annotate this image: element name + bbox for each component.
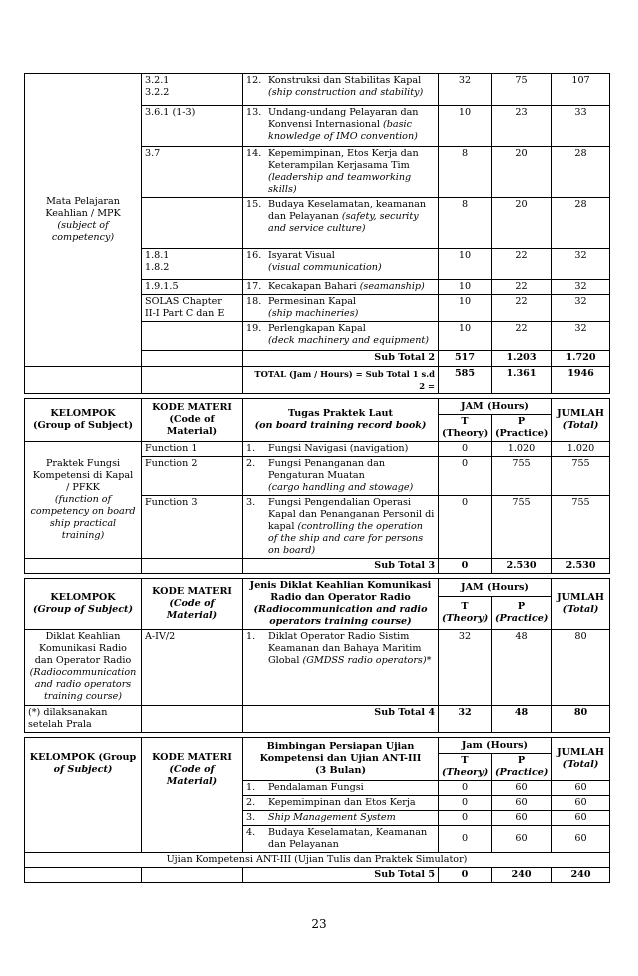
header-kode: KODE MATERI (Code of Material)	[142, 579, 243, 630]
curriculum-table: Mata Pelajaran Keahlian / MPK (subject of competency) 3.2.1 3.2.2 12. Konstruksi dan Stabilitas Kapal (ship construction and stability) 32 75 107 3.6.1 (1-3) 13. Undang-undang Pelayaran dan Konvensi Internasional (basic knowledge of IMO convention) 10 23 33 3.7 14. Kepemimpinan, Etos Kerja dan Keterampilan Kerjasama Tim (leadership and teamworking skills) 8 20 28 15. Budaya Keselamatan, keamanan dan Pelayanan (safety, security and service culture) 8 20 28 1.8.1 1.8.2 16. Isyarat Visual (visual communication) 10 22 32 1.9.1.5 17. Kecakapan Bahari (seamanship) 10 22 32 SOLAS Chapter II-I Part C dan E 18. Permesinan Kapal (ship machineries) 10 22 32 19. Perlengkapan Kapal (deck machinery and equipment) 10 22 32 Sub Total 2 517 1.203 1.720 TOTAL (Jam / Hours) = Sub Total 1 s.d 2 = 585 1.361 1946 KELOMPOK (Group of Subject) KODE MATERI (Code of Material) Tugas Praktek Laut (on board training record book) JAM (Hours) JUMLAH (Total) T (Theory) P (Practice) Praktek Fungsi Kompetensi di Kapal / PFKK (function of competency on board ship practical training) Function 1 1. Fungsi Navigasi (navigation) 0 1.020 1.020 Function 2 2. Fungsi Penanganan dan Pengaturan Muatan (cargo handling and stowage) 0 755 755 Function 3 3. Fungsi Pengendalian Operasi Kapal dan Penanganan Personil di kapal (controlling the operation of the ship and care for persons on board) 0 755 755 Sub Total 3 0 2.530 2.530 KELOMPOK (Group of Subject) KODE MATERI (Code of Material) Jenis Diklat Keahlian Komunikasi Radio dan Operator Radio (Radiocommunication and radio operators training course) JAM (Hours) JUMLAH (Total) T (Theory) P (Practice) Diklat Keahlian Komunikasi Radio dan Operator Radio (Radiocommunication and radio operators training course) A-IV/2 1. Diklat Operator Radio Sistim Keamanan dan Bahaya Maritim Global (GMDSS radio operators)* 32 48 80 (*) dilaksanakan setelah Prala Sub Total 4 32 48 80 KELOMPOK (Group of Subject) KODE MATERI (Code of Material) Bimbingan Persiapan Ujian Kompetensi dan Ujian ANT-III (3 Bulan) Jam (Hours) JUMLAH (Total) T (Theory) P (Practice) 1. Pendalaman Fungsi 0 60 60 2. Kepemimpinan dan Etos Kerja 0 60 60 3. Ship Management System 0 60 60 4. Budaya Keselamatan, Keamanan dan Pelayanan 0 60 60 Ujian Kompetensi ANT-III (Ujian Tulis dan Praktek Simulator) Sub Total 5 0 240 240	[24, 73, 610, 883]
header-tugas: Tugas Praktek Laut (on board training record book)	[243, 399, 439, 442]
total-cell: 32	[552, 249, 610, 280]
grand-total-total: 1946	[552, 367, 610, 394]
subtotal-label: Sub Total 2	[243, 351, 439, 367]
subtotal-label: Sub Total 4	[243, 706, 439, 733]
subtotal-theory: 517	[439, 351, 492, 367]
theory-cell: 10	[439, 106, 492, 147]
subject-cell: 1. Pendalaman Fungsi	[243, 781, 439, 796]
subject-cell: 4. Budaya Keselamatan, Keamanan dan Pelayanan	[243, 826, 439, 853]
subject-cell: 1. Diklat Operator Radio Sistim Keamanan dan Bahaya Maritim Global (GMDSS radio operators)*	[243, 630, 439, 706]
group-pfkk: Praktek Fungsi Kompetensi di Kapal / PFKK (function of competency on board ship practical training)	[25, 442, 142, 559]
practice-cell: 20	[492, 147, 552, 198]
subject-cell: 1. Fungsi Navigasi (navigation)	[243, 442, 439, 457]
code-cell	[142, 322, 243, 351]
subject-cell: 2. Kepemimpinan dan Etos Kerja	[243, 796, 439, 811]
header-kelompok: KELOMPOK (Group of Subject)	[25, 399, 142, 442]
total-cell: 32	[552, 280, 610, 295]
theory-cell: 32	[439, 74, 492, 106]
practice-cell: 75	[492, 74, 552, 106]
subject-cell: 15. Budaya Keselamatan, keamanan dan Pelayanan (safety, security and service culture)	[243, 198, 439, 249]
total-cell: 32	[552, 295, 610, 322]
header-kelompok: KELOMPOK (Group of Subject)	[25, 738, 142, 853]
theory-cell: 8	[439, 147, 492, 198]
subject-cell: 12. Konstruksi dan Stabilitas Kapal (ship construction and stability)	[243, 74, 439, 106]
total-cell: 107	[552, 74, 610, 106]
practice-cell: 22	[492, 295, 552, 322]
theory-cell: 8	[439, 198, 492, 249]
subject-cell: 3. Fungsi Pengendalian Operasi Kapal dan Penanganan Personil di kapal (controlling the operation of the ship and care for persons on board)	[243, 496, 439, 559]
subtotal-practice: 1.203	[492, 351, 552, 367]
subject-cell: 13. Undang-undang Pelayaran dan Konvensi Internasional (basic knowledge of IMO convention)	[243, 106, 439, 147]
code-cell: 3.2.1 3.2.2	[142, 74, 243, 106]
subtotal-total: 1.720	[552, 351, 610, 367]
code-cell: SOLAS Chapter II-I Part C dan E	[142, 295, 243, 322]
header-jam: JAM (Hours)	[439, 579, 552, 597]
total-cell: 32	[552, 322, 610, 351]
footnote: (*) dilaksanakan setelah Prala	[25, 706, 142, 733]
subject-cell: 19. Perlengkapan Kapal (deck machinery and equipment)	[243, 322, 439, 351]
ujian-row: Ujian Kompetensi ANT-III (Ujian Tulis dan Praktek Simulator)	[25, 853, 610, 868]
subject-cell: 17. Kecakapan Bahari (seamanship)	[243, 280, 439, 295]
page-number: 23	[311, 917, 327, 931]
group-mpk: Mata Pelajaran Keahlian / MPK (subject of competency)	[25, 74, 142, 367]
theory-cell: 10	[439, 280, 492, 295]
theory-cell: 10	[439, 322, 492, 351]
header-jam: JAM (Hours)	[439, 399, 552, 415]
code-cell: 1.8.1 1.8.2	[142, 249, 243, 280]
subject-cell: 2. Fungsi Penanganan dan Pengaturan Muatan (cargo handling and stowage)	[243, 457, 439, 496]
total-cell: 28	[552, 198, 610, 249]
subtotal-label: Sub Total 3	[243, 559, 439, 574]
header-kode: KODE MATERI (Code of Material)	[142, 399, 243, 442]
code-cell: 3.7	[142, 147, 243, 198]
code-cell	[142, 198, 243, 249]
grand-total-label: TOTAL (Jam / Hours) = Sub Total 1 s.d 2 =	[243, 367, 439, 394]
practice-cell: 22	[492, 249, 552, 280]
theory-cell: 10	[439, 249, 492, 280]
grand-total-practice: 1.361	[492, 367, 552, 394]
subject-cell: 14. Kepemimpinan, Etos Kerja dan Keterampilan Kerjasama Tim (leadership and teamworking skills)	[243, 147, 439, 198]
header-kelompok: KELOMPOK (Group of Subject)	[25, 579, 142, 630]
header-jam: Jam (Hours)	[439, 738, 552, 754]
code-cell: Function 3	[142, 496, 243, 559]
code-cell: A-IV/2	[142, 630, 243, 706]
total-cell: 28	[552, 147, 610, 198]
subtotal-label: Sub Total 5	[243, 868, 439, 883]
practice-cell: 22	[492, 280, 552, 295]
header-kode: KODE MATERI (Code of Material)	[142, 738, 243, 853]
practice-cell: 22	[492, 322, 552, 351]
total-cell: 33	[552, 106, 610, 147]
code-cell: Function 2	[142, 457, 243, 496]
practice-cell: 23	[492, 106, 552, 147]
code-cell: 1.9.1.5	[142, 280, 243, 295]
theory-cell: 10	[439, 295, 492, 322]
header-diklat: Jenis Diklat Keahlian Komunikasi Radio dan Operator Radio (Radiocommunication and radio operators training course)	[243, 579, 439, 630]
group-radio: Diklat Keahlian Komunikasi Radio dan Operator Radio (Radiocommunication and radio operators training course)	[25, 630, 142, 706]
grand-total-theory: 585	[439, 367, 492, 394]
practice-cell: 20	[492, 198, 552, 249]
subject-cell: 3. Ship Management System	[243, 811, 439, 826]
header-jumlah: JUMLAH (Total)	[552, 579, 610, 630]
code-cell: 3.6.1 (1-3)	[142, 106, 243, 147]
header-p: P (Practice)	[492, 415, 552, 442]
header-bimbingan: Bimbingan Persiapan Ujian Kompetensi dan Ujian ANT-III (3 Bulan)	[243, 738, 439, 781]
code-cell: Function 1	[142, 442, 243, 457]
subject-cell: 16. Isyarat Visual (visual communication)	[243, 249, 439, 280]
header-jumlah: JUMLAH (Total)	[552, 738, 610, 781]
header-jumlah: JUMLAH (Total)	[552, 399, 610, 442]
header-t: T (Theory)	[439, 415, 492, 442]
subject-cell: 18. Permesinan Kapal (ship machineries)	[243, 295, 439, 322]
